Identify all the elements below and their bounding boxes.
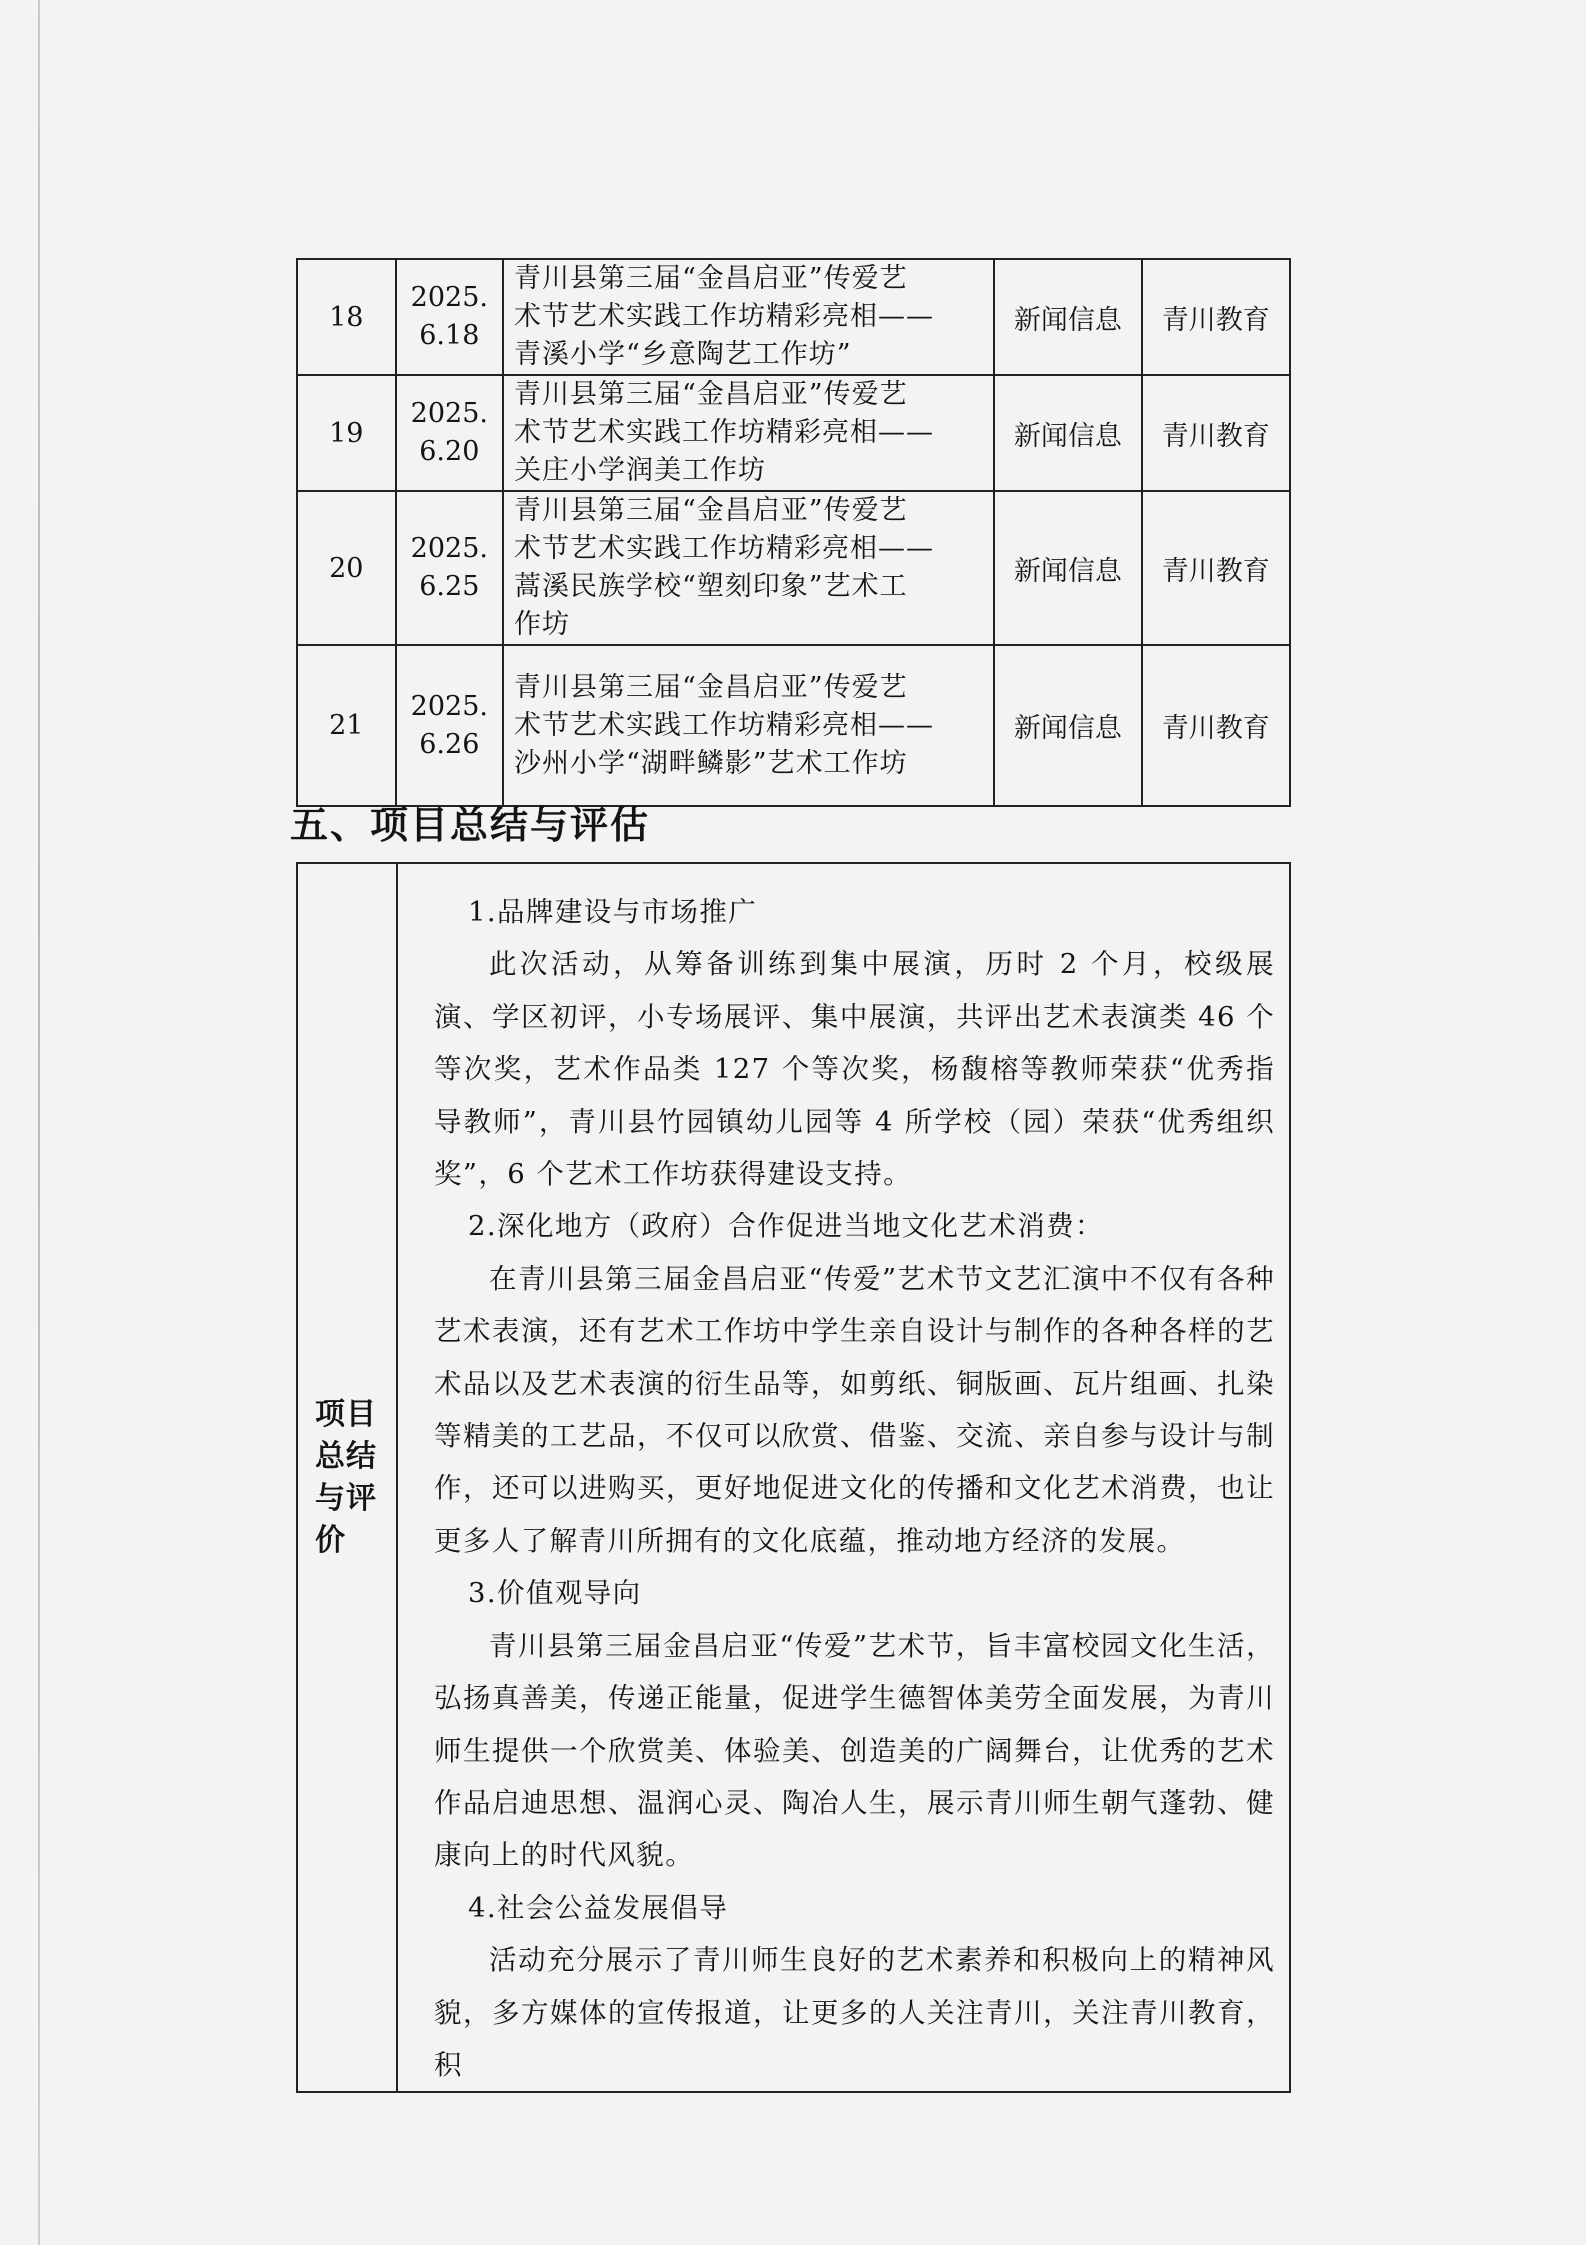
summary-heading-1: 1.品牌建设与市场推广 <box>468 896 758 928</box>
row-source: 青川教育 <box>1142 259 1290 375</box>
row-title: 青川县第三届“金昌启亚”传爱艺 术节艺术实践工作坊精彩亮相—— 蒿溪民族学校“塑刻印象”艺术工 作坊 <box>503 491 994 645</box>
row-date: 2025. 6.20 <box>396 375 503 491</box>
table-row <box>297 375 1290 491</box>
table-row <box>297 491 1290 645</box>
row-date: 2025. 6.26 <box>396 645 503 806</box>
summary-heading-4: 4.社会公益发展倡导 <box>468 1891 729 1924</box>
row-number: 20 <box>297 491 396 645</box>
row-source: 青川教育 <box>1142 645 1290 806</box>
summary-content <box>398 864 1289 2091</box>
summary-paragraph-2: 在青川县第三届金昌启亚“传爱”艺术节文艺汇演中不仅有各种艺术表演，还有艺术工作坊中学生亲自设计与制作的各种各样的艺术品以及艺术表演的衍生品等，如剪纸、铜版画、瓦片组画、扎染等精美的工艺品，不仅可以欣赏、借鉴、交流、亲自参与设计与制作，还可以进购买，更好地促进文化的传播和文化艺术消费，也让更多人了解青川所拥有的文化底蕴，推动地方经济的发展。 <box>434 1262 1275 1557</box>
summary-table <box>296 862 1291 2093</box>
row-number: 19 <box>297 375 396 491</box>
row-number: 21 <box>297 645 396 806</box>
row-source: 青川教育 <box>1142 375 1290 491</box>
scan-edge-line <box>38 0 40 2245</box>
section-heading: 五、项目总结与评估 <box>290 803 651 847</box>
row-type: 新闻信息 <box>994 491 1141 645</box>
summary-heading-2: 2.深化地方（政府）合作促进当地文化艺术消费： <box>468 1210 1104 1243</box>
summary-heading-3: 3.价值观导向 <box>468 1577 642 1610</box>
row-title: 青川县第三届“金昌启亚”传爱艺 术节艺术实践工作坊精彩亮相—— 关庄小学润美工作坊 <box>503 375 994 491</box>
row-date: 2025. 6.25 <box>396 491 503 645</box>
row-date: 2025. 6.18 <box>396 259 503 375</box>
row-title: 青川县第三届“金昌启亚”传爱艺 术节艺术实践工作坊精彩亮相—— 沙州小学“湖畔鳞影”艺术工作坊 <box>503 645 994 806</box>
summary-row <box>297 863 1290 2092</box>
publication-table <box>296 258 1291 807</box>
row-number: 18 <box>297 259 396 375</box>
summary-paragraph-3: 青川县第三届金昌启亚“传爱”艺术节，旨丰富校园文化生活，弘扬真善美，传递正能量，促进学生德智体美劳全面发展，为青川师生提供一个欣赏美、体验美、创造美的广阔舞台，让优秀的艺术作品启迪思想、温润心灵、陶冶人生，展示青川师生朝气蓬勃、健康向上的时代风貌。 <box>434 1629 1275 1872</box>
row-title: 青川县第三届“金昌启亚”传爱艺 术节艺术实践工作坊精彩亮相—— 青溪小学“乡意陶艺工作坊” <box>503 259 994 375</box>
summary-label: 项目 总结 与评 价 <box>315 1396 377 1558</box>
row-type: 新闻信息 <box>994 375 1141 491</box>
row-source: 青川教育 <box>1142 491 1290 645</box>
summary-content-cell <box>397 863 1290 2092</box>
row-type: 新闻信息 <box>994 259 1141 375</box>
row-type: 新闻信息 <box>994 645 1141 806</box>
summary-paragraph-1: 此次活动，从筹备训练到集中展演，历时 2 个月，校级展演、学区初评，小专场展评、集中展演，共评出艺术表演类 46 个等次奖，艺术作品类 127 个等次奖，杨馥榕等教师荣获“优秀指导教师”，青川县竹园镇幼儿园等 4 所学校（园）荣获“优秀组织奖”，6 个艺术工作坊获得建设支持。 <box>434 948 1275 1191</box>
summary-paragraph-4: 活动充分展示了青川师生良好的艺术素养和积极向上的精神风貌，多方媒体的宣传报道，让更多的人关注青川，关注青川教育，积 <box>434 1944 1275 2081</box>
table-row <box>297 645 1290 806</box>
table-row <box>297 259 1290 375</box>
summary-label-cell <box>297 863 397 2092</box>
